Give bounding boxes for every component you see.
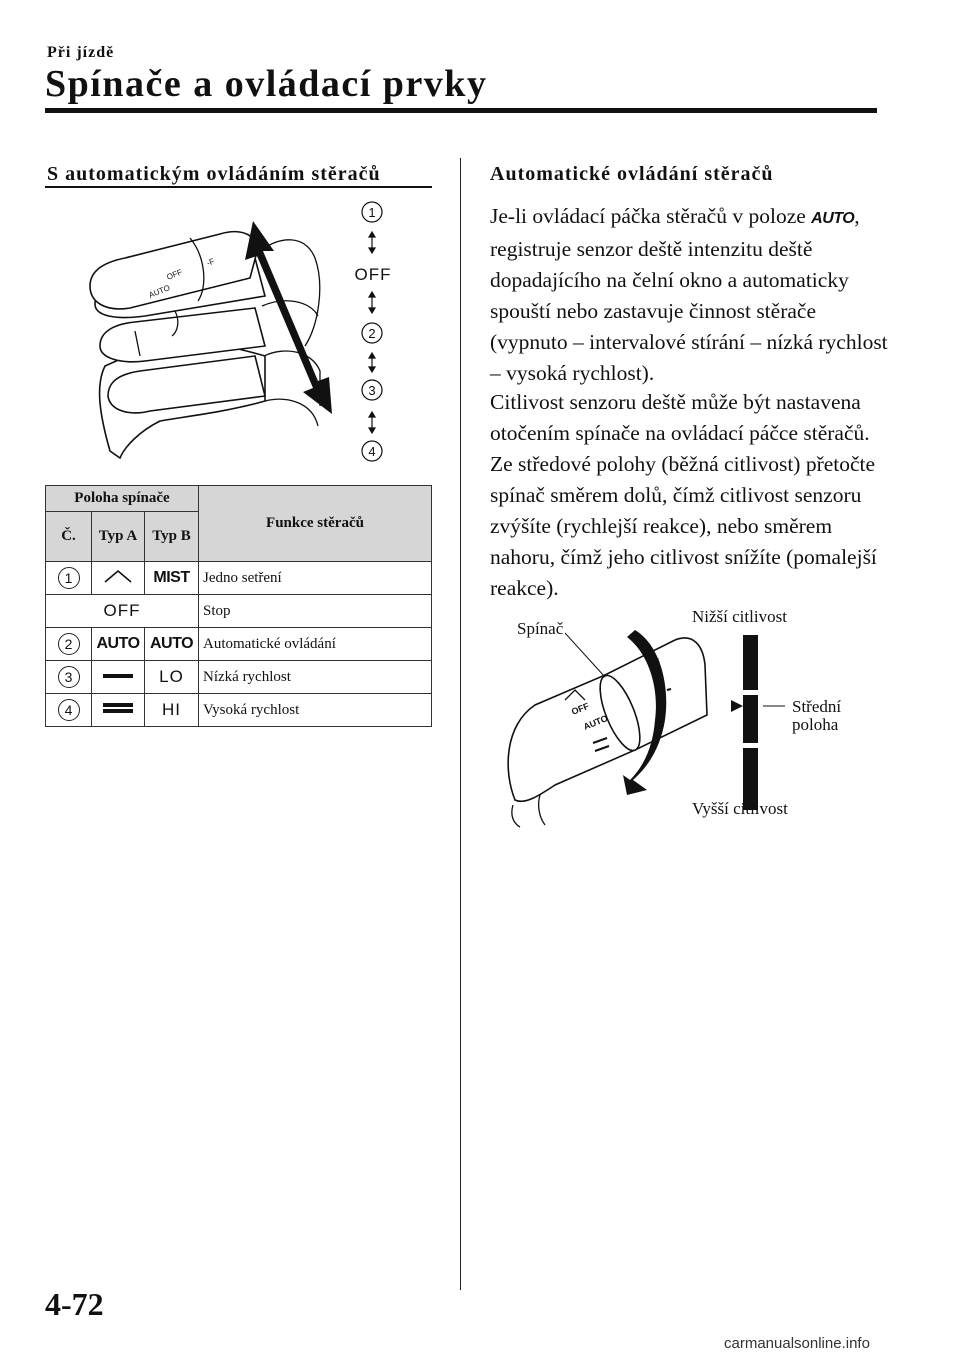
table-row: [46, 661, 432, 694]
table-row: [46, 562, 432, 595]
label-lower-sensitivity: Nižší citlivost: [692, 607, 787, 626]
table-row: [46, 628, 432, 661]
mode-label: OFF: [46, 595, 199, 628]
left-section-rule: [45, 186, 432, 188]
function-text: Vysoká rychlost: [199, 694, 432, 727]
label-middle-position-2: poloha: [792, 715, 839, 734]
mode-label: AUTO: [96, 635, 140, 652]
position-number: 3: [58, 666, 80, 688]
table-header-switch-position: Poloha spínače: [46, 486, 199, 512]
svg-text:AUTO: AUTO: [582, 713, 610, 732]
page-title: Spínače a ovládací prvky: [45, 63, 488, 105]
svg-text:OFF: OFF: [354, 265, 392, 284]
page-number: 4-72: [45, 1286, 104, 1322]
auto-mode-paragraph: Je-li ovládací páčka stěračů v poloze AUTO, registruje senzor deště intenzitu deště dopadajícího na čelní okno a automaticky spouští nebo zastavuje činnost stěrače (vypnuto – intervalové stírání – nízká rychlost – vysoká rychlost).: [490, 204, 888, 385]
section-label: Při jízdě: [47, 44, 115, 61]
label-middle-position: Střední: [792, 697, 842, 716]
svg-text:1: 1: [368, 205, 376, 220]
mist-arc-icon: [103, 569, 133, 583]
svg-text:4: 4: [368, 444, 376, 459]
hand-on-lever-illustration: [90, 232, 265, 458]
position-labels: [355, 202, 392, 461]
mode-label: MIST: [153, 569, 190, 586]
watermark: carmanualsonline.info: [724, 1335, 870, 1352]
position-number: 1: [58, 567, 80, 589]
svg-text:2: 2: [368, 326, 376, 341]
mode-label: AUTO: [149, 635, 194, 652]
table-row: [46, 595, 432, 628]
label-switch: Spínač: [517, 619, 564, 638]
mode-label: LO: [159, 667, 184, 686]
mode-label: HI: [162, 700, 181, 719]
table-header-type-b: Typ B: [145, 512, 199, 562]
sensitivity-switch-figure: [495, 605, 855, 830]
header-rule: [45, 108, 877, 113]
table-row: [46, 694, 432, 727]
table-header-wiper-function: Funkce stěračů: [199, 486, 432, 562]
wiper-lever-positions-figure: [80, 196, 420, 476]
function-text: Nízká rychlost: [199, 661, 432, 694]
table-header-type-a: Typ A: [92, 512, 145, 562]
table-header-no: Č.: [46, 512, 92, 562]
double-bar-icon: [102, 701, 134, 715]
function-text: Automatické ovládání: [199, 628, 432, 661]
auto-tag: AUTO: [811, 210, 855, 227]
sensitivity-paragraph: Citlivost senzoru deště může být nastavena otočením spínače na ovládací páčce stěračů. Ze středové polohy (běžná citlivost) přetočte spínač směrem dolů, čímž citlivost senzoru zvýšíte (rychlejší reakce), nebo směrem nahoru, čímž jeho citlivost snížíte (pomalejší reakce).: [490, 390, 877, 600]
left-section-title: S automatickým ovládáním stěračů: [47, 163, 381, 185]
single-bar-icon: [102, 671, 134, 681]
svg-text:OFF: OFF: [570, 700, 591, 717]
svg-text:OFF: OFF: [165, 267, 184, 282]
svg-text:-F: -F: [205, 256, 216, 268]
right-section-title: Automatické ovládání stěračů: [490, 163, 774, 185]
svg-text:AUTO: AUTO: [147, 283, 172, 300]
position-number: 4: [58, 699, 80, 721]
switch-position-table: [45, 485, 432, 727]
label-higher-sensitivity: Vyšší citlivost: [692, 799, 788, 818]
svg-text:3: 3: [368, 383, 376, 398]
function-text: Stop: [199, 595, 432, 628]
position-number: 2: [58, 633, 80, 655]
function-text: Jedno setření: [199, 562, 432, 595]
column-divider: [460, 158, 461, 1290]
